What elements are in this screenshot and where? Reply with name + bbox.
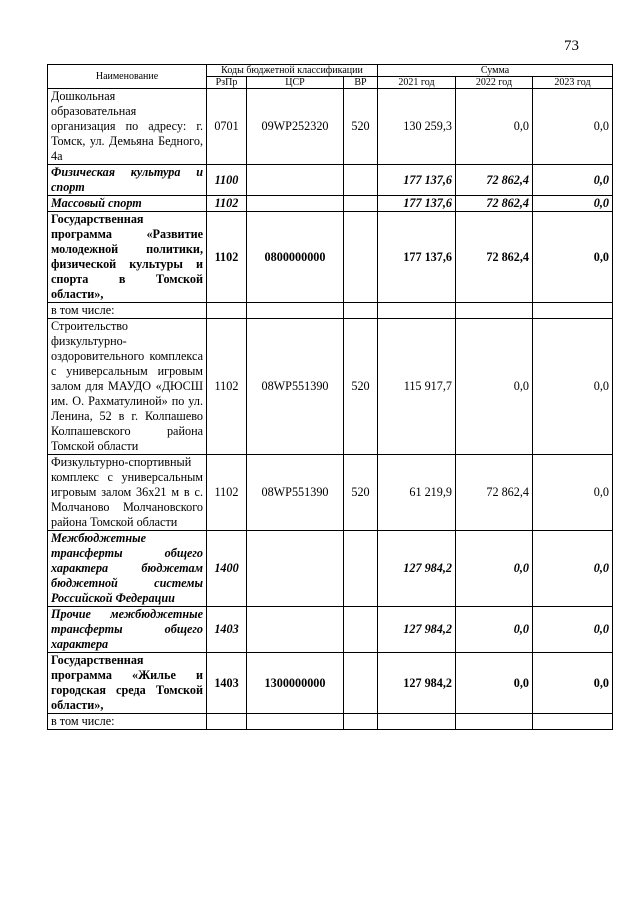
cell-y2022: 72 862,4 (456, 212, 533, 303)
cell-y2021: 115 917,7 (378, 319, 456, 455)
cell-y2021 (378, 303, 456, 319)
cell-rzpr: 1102 (207, 319, 247, 455)
header-2022: 2022 год (456, 77, 533, 89)
cell-name: Государственная программа «Жилье и городская среда Томской области», (48, 653, 207, 714)
table-row (48, 89, 613, 165)
header-vr: ВР (344, 77, 378, 89)
table-row (48, 196, 613, 212)
cell-vr (344, 212, 378, 303)
cell-csr (247, 165, 344, 196)
cell-rzpr: 1102 (207, 196, 247, 212)
cell-y2022 (456, 714, 533, 730)
cell-name: Межбюджетные трансферты общего характера бюджетам бюджетной системы Российской Федерации (48, 531, 207, 607)
cell-y2021: 61 219,9 (378, 455, 456, 531)
header-2023: 2023 год (533, 77, 613, 89)
table-row (48, 607, 613, 653)
cell-name: Прочие межбюджетные трансферты общего характера (48, 607, 207, 653)
cell-y2022: 0,0 (456, 89, 533, 165)
table-row (48, 319, 613, 455)
cell-csr (247, 531, 344, 607)
cell-y2021: 127 984,2 (378, 607, 456, 653)
cell-name: Государственная программа «Развитие молодежной политики, физической культуры и спорта в Томской области», (48, 212, 207, 303)
header-rzpr: РзПр (207, 77, 247, 89)
cell-y2022: 0,0 (456, 653, 533, 714)
cell-y2021: 127 984,2 (378, 531, 456, 607)
cell-y2022: 72 862,4 (456, 455, 533, 531)
header-codes-group: Коды бюджетной классификации (207, 65, 378, 77)
cell-y2022: 0,0 (456, 319, 533, 455)
cell-vr: 520 (344, 455, 378, 531)
cell-y2023: 0,0 (533, 531, 613, 607)
cell-csr: 0800000000 (247, 212, 344, 303)
cell-y2023 (533, 303, 613, 319)
cell-y2023: 0,0 (533, 165, 613, 196)
header-name: Наименование (48, 65, 207, 89)
table-row (48, 165, 613, 196)
cell-y2023: 0,0 (533, 319, 613, 455)
table-row (48, 714, 613, 730)
cell-y2022: 72 862,4 (456, 165, 533, 196)
cell-name: Строительство физкультурно-оздоровительного комплекса с универсальным игровым залом для МАУДО «ДЮСШ им. О. Рахматулиной» по ул. Ленина, 52 в г. Колпашево Колпашевского района Томской области (48, 319, 207, 455)
cell-vr (344, 653, 378, 714)
cell-name: Дошкольная образовательная организация по адресу: г. Томск, ул. Демьяна Бедного, 4а (48, 89, 207, 165)
cell-y2023: 0,0 (533, 212, 613, 303)
cell-y2021: 177 137,6 (378, 165, 456, 196)
cell-y2021: 130 259,3 (378, 89, 456, 165)
header-sum-group: Сумма (378, 65, 613, 77)
header-2021: 2021 год (378, 77, 456, 89)
table-row (48, 455, 613, 531)
cell-rzpr: 1403 (207, 653, 247, 714)
cell-y2023: 0,0 (533, 607, 613, 653)
cell-y2023: 0,0 (533, 455, 613, 531)
cell-y2021: 127 984,2 (378, 653, 456, 714)
cell-rzpr: 1102 (207, 212, 247, 303)
cell-csr (247, 196, 344, 212)
cell-y2022: 0,0 (456, 607, 533, 653)
cell-y2023 (533, 714, 613, 730)
cell-name: Массовый спорт (48, 196, 207, 212)
table-row (48, 531, 613, 607)
cell-vr: 520 (344, 319, 378, 455)
cell-name: в том числе: (48, 714, 207, 730)
cell-name: в том числе: (48, 303, 207, 319)
cell-vr: 520 (344, 89, 378, 165)
cell-y2023: 0,0 (533, 89, 613, 165)
cell-name: Физическая культура и спорт (48, 165, 207, 196)
cell-y2021: 177 137,6 (378, 196, 456, 212)
budget-table (47, 64, 613, 730)
cell-rzpr: 0701 (207, 89, 247, 165)
cell-vr (344, 531, 378, 607)
table-row (48, 212, 613, 303)
cell-vr (344, 607, 378, 653)
cell-rzpr (207, 303, 247, 319)
table-row (48, 653, 613, 714)
cell-rzpr: 1102 (207, 455, 247, 531)
page-number: 73 (564, 38, 579, 54)
cell-y2021: 177 137,6 (378, 212, 456, 303)
cell-vr (344, 196, 378, 212)
cell-vr (344, 714, 378, 730)
cell-csr: 08WP551390 (247, 455, 344, 531)
cell-csr: 08WP551390 (247, 319, 344, 455)
cell-y2022 (456, 303, 533, 319)
cell-rzpr: 1100 (207, 165, 247, 196)
table-row (48, 303, 613, 319)
cell-vr (344, 303, 378, 319)
cell-csr: 1300000000 (247, 653, 344, 714)
cell-csr (247, 607, 344, 653)
cell-vr (344, 165, 378, 196)
cell-name: Физкультурно-спортивный комплекс с универсальным игровым залом 36х21 м в с. Молчаново Молчановского района Томской области (48, 455, 207, 531)
cell-y2021 (378, 714, 456, 730)
cell-y2022: 0,0 (456, 531, 533, 607)
cell-y2023: 0,0 (533, 196, 613, 212)
table-header (48, 65, 613, 89)
cell-y2022: 72 862,4 (456, 196, 533, 212)
cell-rzpr: 1403 (207, 607, 247, 653)
cell-y2023: 0,0 (533, 653, 613, 714)
header-csr: ЦСР (247, 77, 344, 89)
cell-csr: 09WP252320 (247, 89, 344, 165)
cell-csr (247, 714, 344, 730)
table-body (48, 89, 613, 730)
cell-rzpr (207, 714, 247, 730)
cell-rzpr: 1400 (207, 531, 247, 607)
cell-csr (247, 303, 344, 319)
